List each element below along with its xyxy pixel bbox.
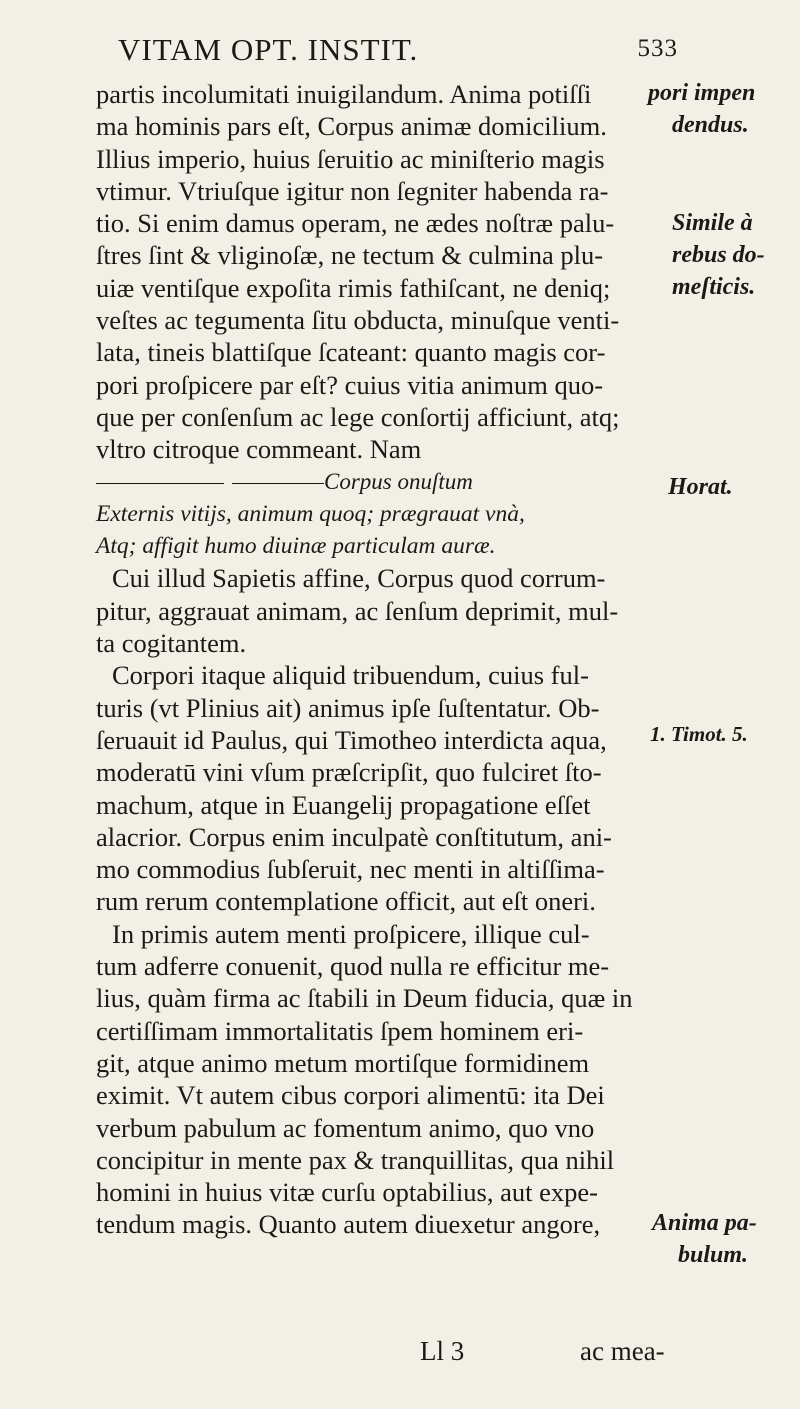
text-line: vtimur. Vtriuſque igitur non ſegniter habenda ra- — [96, 175, 609, 206]
text-line: partis incolumitati inuigilandum. Anima potiſſi — [96, 79, 592, 109]
text-line: machum, atque in Euangelij propagatione eſſet — [96, 789, 591, 820]
verse-line-2: Externis vitijs, animum quoq; prægrauat vnà, — [96, 500, 525, 527]
text-line: homini in huius vitæ curſu optabilius, aut expe- — [96, 1177, 598, 1208]
verse-line-3: Atq; affigit humo diuinæ particulam auræ. — [96, 533, 496, 560]
margin-note: bulum. — [678, 1242, 749, 1268]
margin-note: dendus. — [672, 112, 749, 138]
margin-note: pori impen — [648, 80, 756, 106]
text-line: In primis autem menti proſpicere, illique cul- — [112, 918, 590, 949]
text-line: ma hominis pars eſt, Corpus animæ domicilium. — [96, 111, 607, 142]
main-text — [96, 78, 696, 1241]
text-line: git, atque animo metum mortiſque formidinem — [96, 1047, 590, 1078]
text-line: pori proſpicere par eſt? cuius vitia animum quo- — [96, 369, 604, 400]
text-line: lata, tineis blattiſque ſcateant: quanto magis cor- — [96, 337, 606, 368]
text-line: tendum magis. Quanto autem diuexetur angore, — [96, 1209, 601, 1240]
text-line: que per conſenſum ac lege conſortij afficiunt, atq; — [96, 401, 620, 432]
margin-note: 1. Timot. 5. — [650, 722, 748, 746]
signature-mark: Ll 3 — [420, 1336, 465, 1366]
text-line: tio. Si enim damus operam, ne ædes noſtræ palu- — [96, 208, 615, 239]
running-header — [118, 32, 678, 72]
page-footer — [420, 1336, 750, 1370]
text-line: moderatū vini vſum præſcripſit, quo fulciret ſto- — [96, 757, 602, 788]
verse-line-1 — [96, 466, 696, 498]
text-line: Cui illud Sapietis affine, Corpus quod corrum- — [112, 563, 606, 594]
text-line: rum rerum contemplatione officit, aut eſt oneri. — [96, 886, 596, 917]
text-line: certiſſimam immortalitatis ſpem hominem eri- — [96, 1015, 584, 1046]
text-line: verbum pabulum ac fomentum animo, quo vno — [96, 1112, 595, 1143]
running-title: VITAM OPT. INSTIT. — [118, 32, 419, 67]
margin-note: meſticis. — [672, 274, 756, 300]
catchword: ac mea- — [580, 1336, 665, 1366]
text-line: lius, quàm firma ac ſtabili in Deum fiducia, quæ in — [96, 983, 633, 1014]
margin-note: Simile à — [672, 210, 753, 236]
text-line: ſtres ſint & vliginoſæ, ne tectum & culmina plu- — [96, 240, 604, 271]
margin-note: Anima pa- — [652, 1210, 757, 1236]
text-line: uiæ ventiſque expoſita rimis fathiſcant, ne deniq; — [96, 272, 611, 303]
text-line: concipitur in mente pax & tranquillitas, qua nihil — [96, 1144, 615, 1175]
verse-text: Corpus onuſtum — [324, 468, 473, 494]
margin-note: rebus do- — [672, 242, 765, 268]
text-line: alacrior. Corpus enim inculpatè conſtitutum, ani- — [96, 821, 612, 852]
text-line: Illius imperio, huius ſeruitio ac miniſterio magis — [96, 143, 605, 174]
text-line: tum adferre conuenit, quod nulla re efficitur me- — [96, 951, 610, 982]
verse-rule — [96, 483, 224, 484]
text-line: veſtes ac tegumenta ſitu obducta, minuſque venti- — [96, 305, 620, 336]
text-line: turis (vt Plinius ait) animus ipſe ſuſtentatur. Ob- — [96, 692, 600, 723]
text-line: ta cogitantem. — [96, 628, 247, 659]
text-line: pitur, aggrauat animam, ac ſenſum deprimit, mul- — [96, 595, 619, 626]
text-line: eximit. Vt autem cibus corpori alimentū: ita Dei — [96, 1080, 605, 1111]
text-line: vltro citroque commeant. Nam — [96, 434, 422, 465]
text-line: Corpori itaque aliquid tribuendum, cuius ful- — [112, 660, 589, 691]
page-number: 533 — [637, 35, 678, 62]
verse-rule — [232, 483, 324, 484]
text-line: ſeruauit id Paulus, qui Timotheo interdicta aqua, — [96, 724, 607, 755]
margin-note: Horat. — [668, 474, 733, 500]
text-line: mo commodius ſubſeruit, nec menti in altiſſima- — [96, 854, 605, 885]
